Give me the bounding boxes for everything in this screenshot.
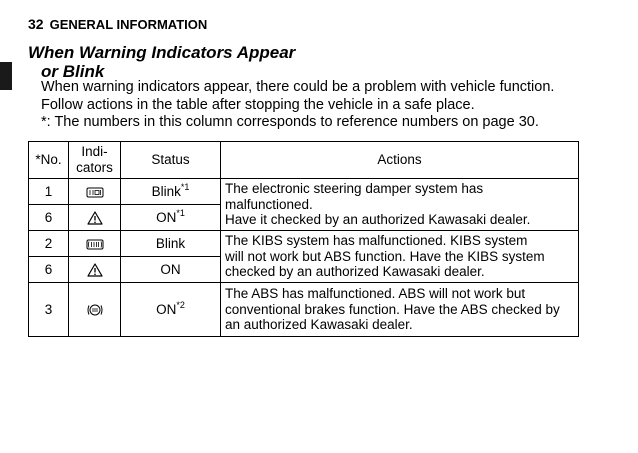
row-number: 1 [29,179,69,205]
status-cell: ON$^{*2}$ [121,283,221,337]
intro-line-2: Follow actions in the table after stopping the vehicle in a safe place. [41,96,475,113]
header-indicators: Indi- cators [69,142,121,179]
row-number: 3 [29,283,69,337]
indicator-cell [69,257,121,283]
indicator-cell [69,205,121,231]
action-cell: The ABS has malfunctioned. ABS will not work but conventional brakes function. Have the ABS checked by an authorized Kawasaki dealer. [221,283,579,337]
table-row [29,283,579,337]
status-cell: Blink$^{*1}$ [121,179,221,205]
row-number: 6 [29,257,69,283]
row-number: 6 [29,205,69,231]
heading-line-2: or Blink [41,62,105,81]
footnote-mark: *: [41,114,51,130]
steering-damper-icon [86,187,104,198]
indicator-cell [69,283,121,337]
heading-line-1: When Warning Indicators Appear [28,43,296,62]
section-tab-marker [0,62,12,90]
indicator-cell [69,179,121,205]
footnote-text: The numbers in this column corresponds to reference numbers on page 30. [54,114,539,130]
page-number: 32 [28,16,44,32]
status-cell: Blink [121,231,221,257]
warning-indicator-table [28,141,579,337]
action-cell: The KIBS system has malfunctioned. KIBS system will not work but ABS function. Have the KIBS system checked by an authorized Kawasaki dealer. [221,231,579,283]
section-heading [28,43,295,81]
row-number: 2 [29,231,69,257]
abs-icon [86,303,104,317]
header-status: Status [121,142,221,179]
warning-triangle-icon [87,263,103,277]
intro-line-1: When warning indicators appear, there could be a problem with vehicle function. [41,79,555,95]
table-header-row [29,142,579,179]
status-cell: ON$^{*1}$ [121,205,221,231]
intro-text [41,79,554,132]
page-header [28,16,207,32]
footnote [41,114,554,132]
action-cell: The electronic steering damper system has malfunctioned. Have it checked by an authorized Kawasaki dealer. [221,179,579,231]
table-row [29,179,579,205]
status-cell: ON [121,257,221,283]
indicator-cell [69,231,121,257]
header-no: *No. [29,142,69,179]
warning-triangle-icon [87,211,103,225]
kibs-icon [86,239,104,250]
table-row [29,231,579,257]
header-actions: Actions [221,142,579,179]
section-title: GENERAL INFORMATION [49,17,208,32]
